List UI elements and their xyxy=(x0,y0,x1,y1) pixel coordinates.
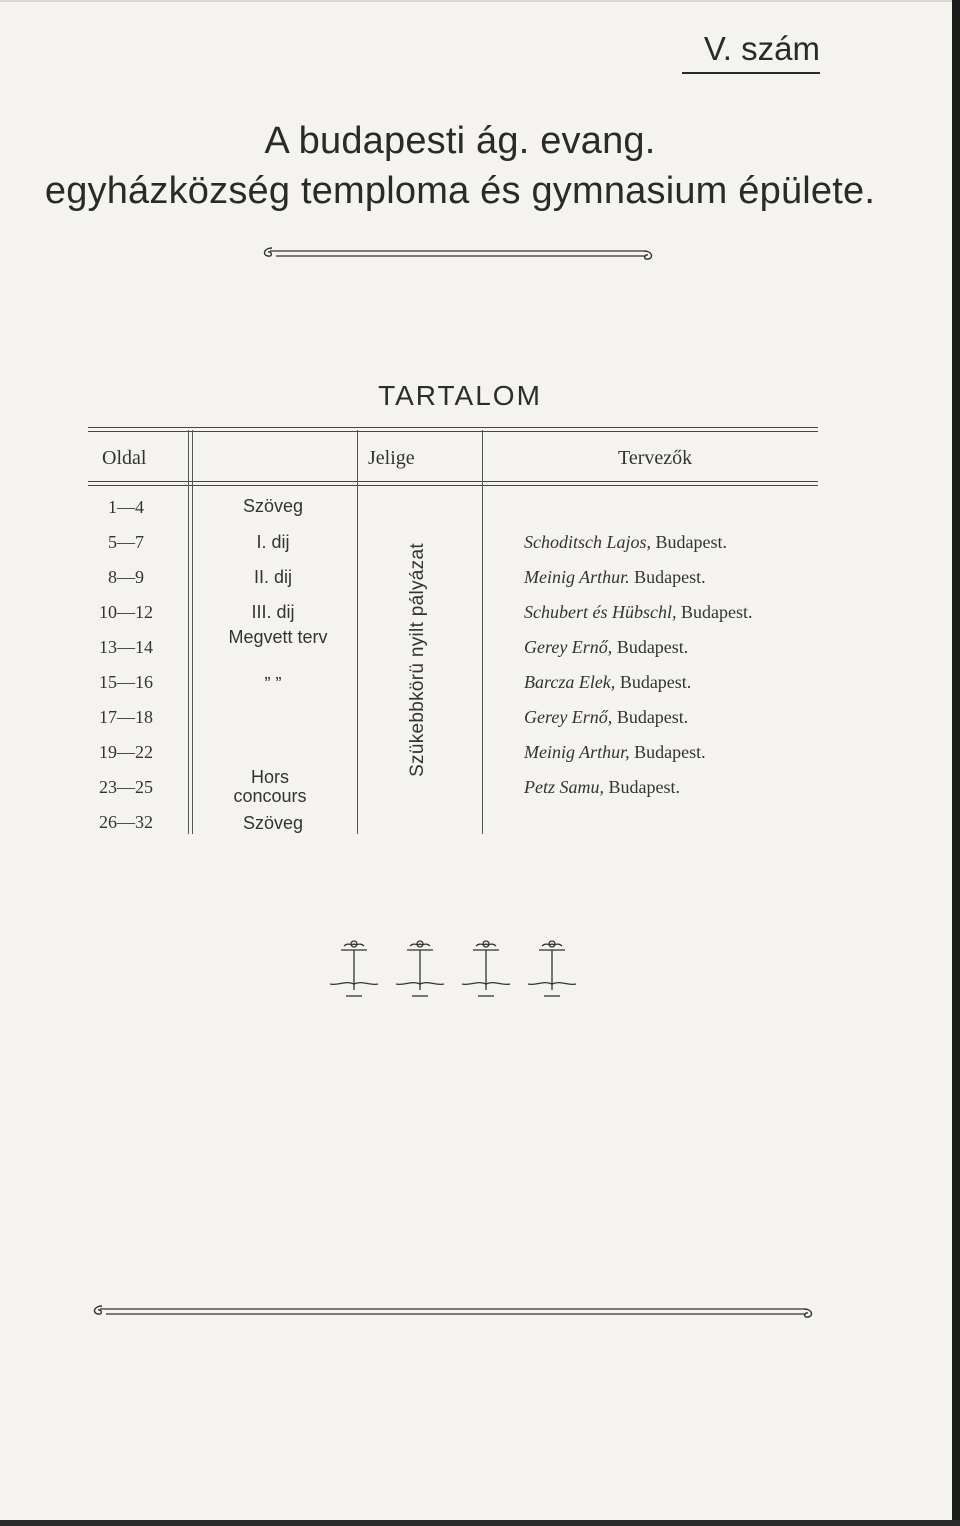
section-label: Szöveg xyxy=(242,496,304,516)
title-line-1: A budapesti ág. evang. xyxy=(264,120,656,162)
page-range: 17—18 xyxy=(99,707,153,727)
designer-name: Meinig Arthur, xyxy=(524,742,630,762)
column-divider-1 xyxy=(188,430,189,834)
table-top-rule xyxy=(88,427,818,428)
designer-name: Barcza Elek, xyxy=(524,672,616,692)
page-edge-right xyxy=(952,0,960,1526)
designer-name: Schoditsch Lajos, xyxy=(524,532,652,552)
page-edge-bottom xyxy=(0,1520,960,1526)
designer-entry xyxy=(524,567,706,588)
designer-entry xyxy=(524,777,680,798)
issue-number-underline xyxy=(682,72,820,74)
motto-vertical-text: Szükebbkörü nyilt pályázat xyxy=(407,543,428,777)
section-label: Szöveg xyxy=(242,813,304,833)
section-label: III. dij xyxy=(251,602,295,622)
designer-entry xyxy=(524,707,688,728)
flower-tailpiece-ornament xyxy=(330,940,590,1009)
designer-name: Petz Samu, xyxy=(524,777,604,797)
designer-entry xyxy=(524,672,691,693)
designer-name: Gerey Ernő, xyxy=(524,707,613,727)
page-range: 13—14 xyxy=(99,637,153,657)
designer-place: Budapest. xyxy=(616,707,689,727)
issue-number: V. szám xyxy=(703,30,820,67)
flower-tailpiece-icon xyxy=(330,940,590,1004)
designer-name: Meinig Arthur. xyxy=(524,567,630,587)
scroll-rule-ornament-top xyxy=(258,244,658,264)
page-edge-top xyxy=(0,0,960,2)
scroll-rule-ornament-bottom xyxy=(88,1302,818,1322)
designer-entry xyxy=(524,742,706,763)
designer-entry xyxy=(524,602,752,623)
designer-place: Budapest. xyxy=(634,742,706,762)
page-range: 10—12 xyxy=(99,602,153,622)
table-top-rule-2 xyxy=(88,431,818,432)
designer-place: Budapest. xyxy=(634,567,706,587)
column-divider-3 xyxy=(482,430,483,834)
section-label: Megvett terv xyxy=(228,627,328,647)
page-range: 15—16 xyxy=(99,672,153,692)
designer-name: Gerey Ernő, xyxy=(524,637,613,657)
column-divider-2 xyxy=(357,430,358,834)
column-divider-1b xyxy=(192,430,193,834)
designer-place: Budapest. xyxy=(608,777,680,797)
page-range: 1—4 xyxy=(108,497,144,517)
designer-place: Budapest. xyxy=(619,672,692,692)
table-header-rule xyxy=(88,481,818,482)
page-range: 19—22 xyxy=(99,742,153,762)
designer-place: Budapest. xyxy=(680,602,753,622)
section-label: Hors concours xyxy=(233,767,307,806)
toc-title: TARTALOM xyxy=(378,380,542,411)
section-label: I. dij xyxy=(256,532,290,552)
section-label: ” ” xyxy=(264,674,282,694)
table-header-rule-2 xyxy=(88,485,818,486)
header-page: Oldal xyxy=(102,447,147,469)
page-range: 23—25 xyxy=(99,777,153,797)
designer-entry xyxy=(524,532,727,553)
designer-place: Budapest. xyxy=(655,532,728,552)
page-range: 5—7 xyxy=(108,532,144,552)
header-designers: Tervezők xyxy=(618,447,693,469)
title-line-2: egyházközség temploma és gymnasium épülete. xyxy=(44,170,876,212)
page-range: 26—32 xyxy=(99,812,153,832)
designer-place: Budapest. xyxy=(616,637,689,657)
designer-entry xyxy=(524,637,688,658)
section-label: II. dij xyxy=(253,567,292,587)
page-range: 8—9 xyxy=(108,567,144,587)
header-motto: Jelige xyxy=(368,447,415,469)
designer-name: Schubert és Hübschl, xyxy=(524,602,677,622)
